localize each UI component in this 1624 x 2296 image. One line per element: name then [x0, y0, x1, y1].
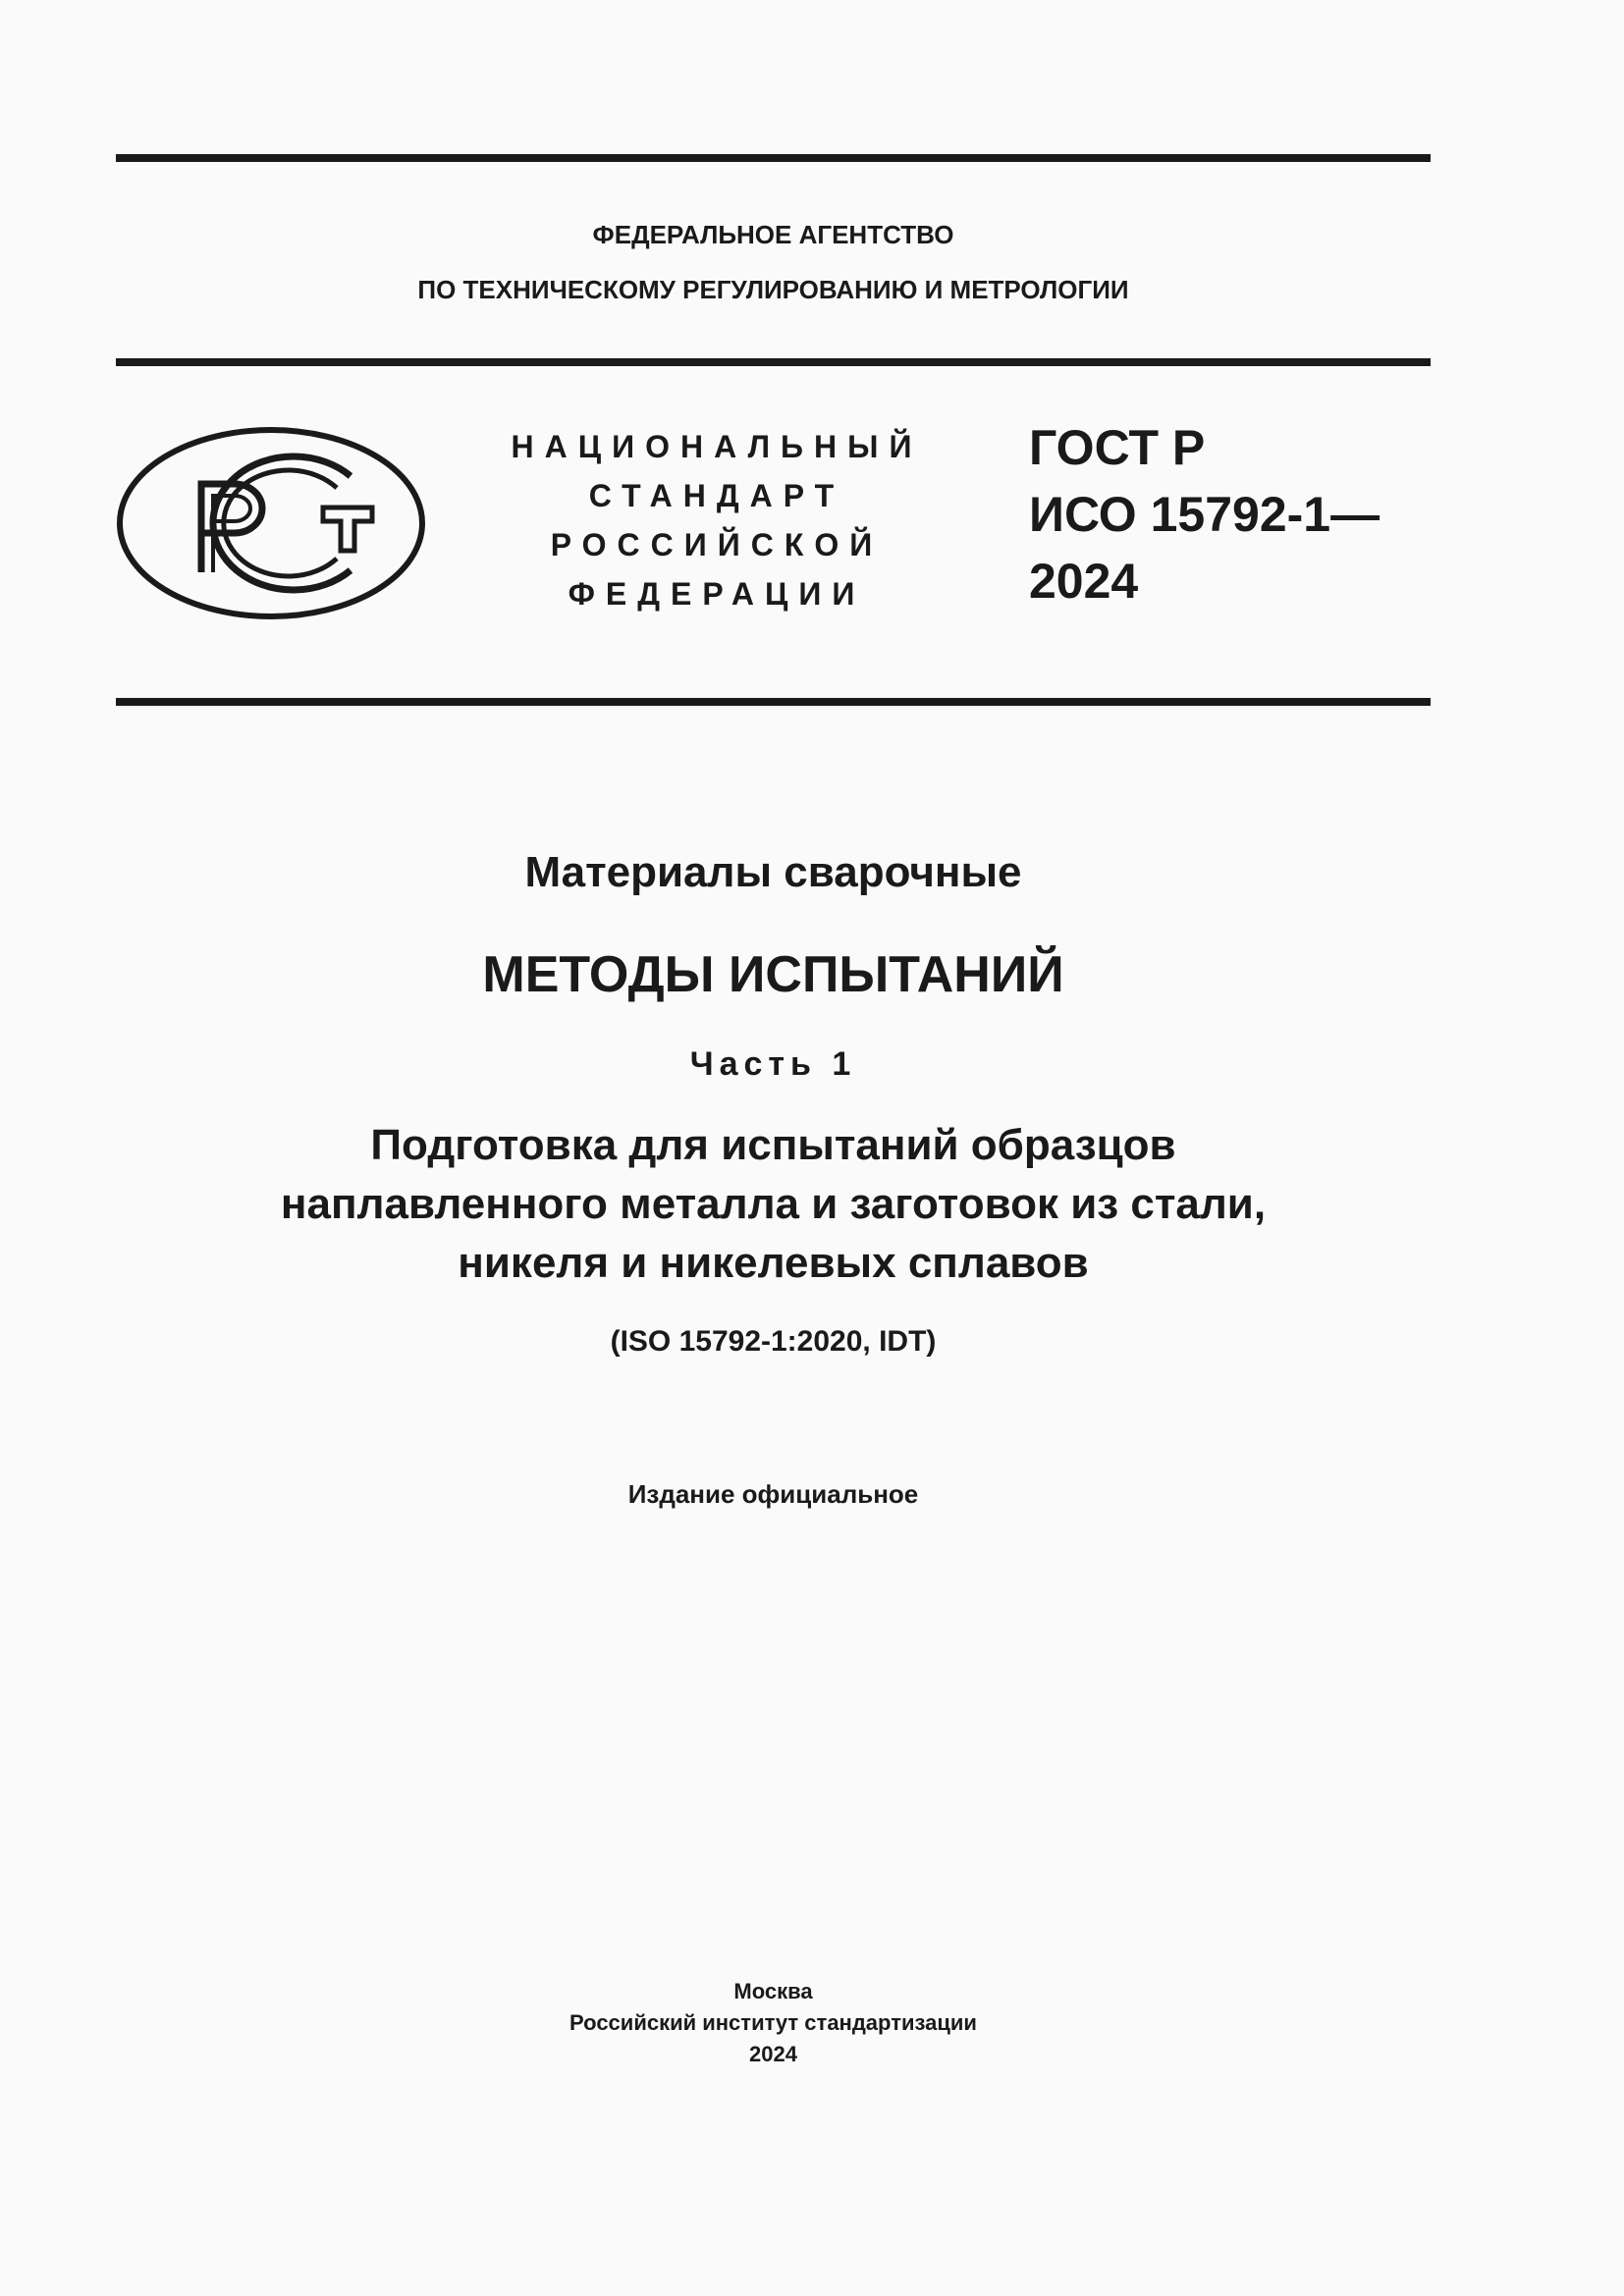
national-standard-line: НАЦИОНАЛЬНЫЙ — [511, 429, 923, 464]
edition-label: Издание официальное — [627, 1479, 919, 1509]
national-standard-line: ФЕДЕРАЦИИ — [568, 576, 866, 612]
title-methods: МЕТОДЫ ИСПЫТАНИЙ — [482, 946, 1064, 1003]
title-materials: Материалы сварочные — [524, 848, 1022, 896]
iso-reference: (ISO 15792-1:2020, IDT) — [610, 1325, 937, 1358]
subtitle-line: никеля и никелевых сплавов — [458, 1239, 1089, 1287]
designation-line: ИСО 15792-1— — [1029, 487, 1380, 542]
agency-line-2: ПО ТЕХНИЧЕСКОМУ РЕГУЛИРОВАНИЮ И МЕТРОЛОГИИ — [417, 275, 1129, 304]
standard-designation — [1029, 414, 1380, 614]
top-rule — [116, 154, 1431, 162]
imprint-publisher: Российский институт стандартизации — [569, 2010, 977, 2035]
national-standard-line: РОССИЙСКОЙ — [550, 527, 884, 562]
imprint — [116, 1976, 1431, 2070]
agency-line-1: ФЕДЕРАЛЬНОЕ АГЕНТСТВО — [592, 220, 954, 249]
title-part: Часть 1 — [689, 1045, 857, 1083]
designation-line: ГОСТ Р — [1029, 420, 1206, 475]
designation-line: 2024 — [1029, 554, 1139, 609]
imprint-year: 2024 — [749, 2042, 797, 2066]
imprint-city: Москва — [733, 1979, 813, 2003]
national-standard-label — [491, 422, 943, 618]
rst-logo-icon — [115, 425, 427, 621]
header-bottom-rule — [116, 698, 1431, 706]
subtitle-line: Подготовка для испытаний образцов — [370, 1121, 1176, 1169]
subtitle-line: наплавленного металла и заготовок из стали, — [280, 1180, 1267, 1228]
title-subtitle — [116, 1116, 1431, 1293]
national-standard-line: СТАНДАРТ — [588, 478, 845, 513]
header-rule — [116, 358, 1431, 366]
